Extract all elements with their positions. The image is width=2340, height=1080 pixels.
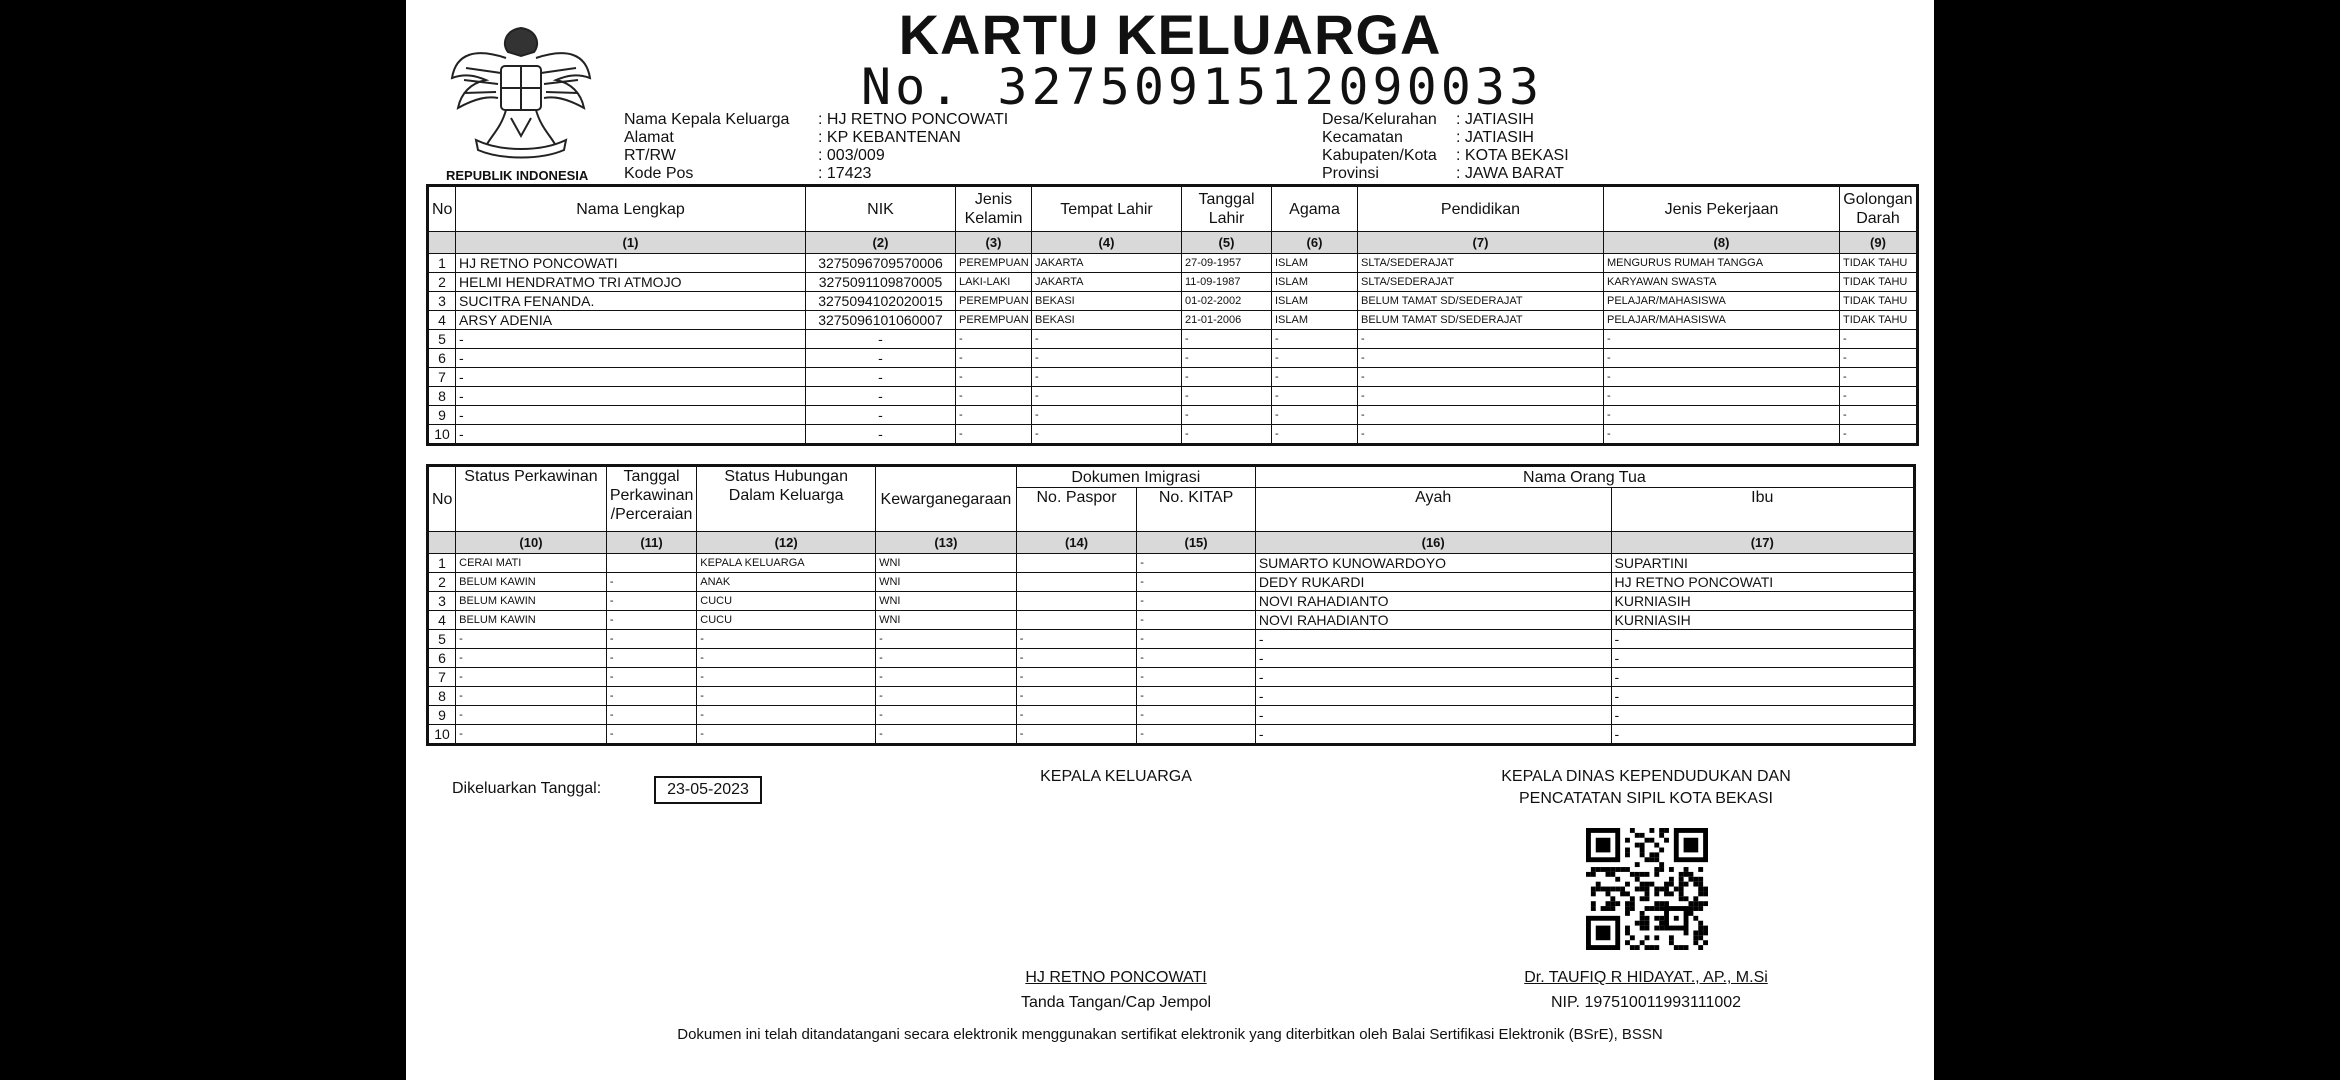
- col-number: (1): [456, 232, 806, 254]
- table-cell: BELUM KAWIN: [456, 573, 607, 592]
- table-cell: -: [456, 406, 806, 425]
- table-cell: -: [1032, 349, 1182, 368]
- table-cell: 3275096709570006: [806, 254, 956, 273]
- table-cell: -: [1032, 406, 1182, 425]
- header-value: : JATIASIH: [1456, 111, 1534, 128]
- table-cell: -: [1272, 387, 1358, 406]
- table-cell: -: [1182, 330, 1272, 349]
- table-cell: -: [1611, 706, 1915, 725]
- col-number: (13): [876, 532, 1017, 554]
- table-cell: 3: [428, 592, 456, 611]
- table-cell: -: [1604, 425, 1840, 445]
- table-cell: DEDY RUKARDI: [1255, 573, 1611, 592]
- table-cell: KURNIASIH: [1611, 592, 1915, 611]
- table-cell: -: [876, 649, 1017, 668]
- header-value: : 003/009: [818, 147, 885, 164]
- table-cell: 2: [428, 273, 456, 292]
- table-cell: HELMI HENDRATMO TRI ATMOJO: [456, 273, 806, 292]
- header-value: : KOTA BEKASI: [1456, 147, 1569, 164]
- col-header-kewarganegaraan: Kewarganegaraan: [876, 466, 1017, 532]
- table-cell: 4: [428, 311, 456, 330]
- table-cell: -: [606, 687, 696, 706]
- table-cell: 10: [428, 425, 456, 445]
- table-cell: KARYAWAN SWASTA: [1604, 273, 1840, 292]
- table-cell: 5: [428, 630, 456, 649]
- table-cell: -: [1604, 387, 1840, 406]
- table-cell: -: [1358, 368, 1604, 387]
- table-cell: -: [1032, 330, 1182, 349]
- table-cell: 9: [428, 406, 456, 425]
- table-cell: -: [1182, 349, 1272, 368]
- table-cell: -: [606, 611, 696, 630]
- table-cell: -: [1137, 725, 1256, 745]
- table-cell: -: [956, 368, 1032, 387]
- table-cell: -: [876, 630, 1017, 649]
- table-cell: -: [697, 706, 876, 725]
- table-cell: -: [1840, 349, 1918, 368]
- header-left-labels: [624, 111, 789, 183]
- table-cell: -: [956, 387, 1032, 406]
- table-cell: -: [456, 649, 607, 668]
- table-cell: -: [1272, 368, 1358, 387]
- table-cell: ISLAM: [1272, 254, 1358, 273]
- kepala-keluarga-signature-label: Tanda Tangan/Cap Jempol: [1020, 994, 1212, 1011]
- col-number: (12): [697, 532, 876, 554]
- header-label: Alamat: [624, 129, 674, 146]
- table-cell: -: [606, 573, 696, 592]
- table-cell: -: [1032, 425, 1182, 445]
- table-cell: PELAJAR/MAHASISWA: [1604, 311, 1840, 330]
- table-row: [428, 368, 1918, 387]
- table-cell: -: [456, 668, 607, 687]
- col-header-kitap: No. KITAP: [1137, 488, 1256, 532]
- table-cell: TIDAK TAHU: [1840, 311, 1918, 330]
- table-cell: -: [456, 687, 607, 706]
- table-cell: CERAI MATI: [456, 554, 607, 573]
- col-number: (6): [1272, 232, 1358, 254]
- table-cell: 11-09-1987: [1182, 273, 1272, 292]
- table-cell: -: [1840, 406, 1918, 425]
- table-cell: SLTA/SEDERAJAT: [1358, 273, 1604, 292]
- table-cell: ISLAM: [1272, 273, 1358, 292]
- table-cell: -: [806, 349, 956, 368]
- table-cell: -: [1358, 349, 1604, 368]
- col-number: (14): [1016, 532, 1137, 554]
- header-right-labels: [1322, 111, 1437, 183]
- family-status-table: [426, 464, 1916, 746]
- table-cell: -: [1255, 649, 1611, 668]
- table-cell: -: [1604, 330, 1840, 349]
- table-cell: -: [1272, 425, 1358, 445]
- table-cell: -: [956, 425, 1032, 445]
- col-number: (5): [1182, 232, 1272, 254]
- table-row: [428, 387, 1918, 406]
- table-cell: -: [1272, 406, 1358, 425]
- issued-date: 23-05-2023: [654, 776, 762, 804]
- col-number: [428, 232, 456, 254]
- table-cell: -: [1182, 406, 1272, 425]
- table-cell: 7: [428, 668, 456, 687]
- col-header-nik: NIK: [806, 186, 956, 232]
- kk-number: No. 3275091512090033: [861, 58, 1544, 116]
- table-cell: -: [1255, 725, 1611, 745]
- document-title: KARTU KELUARGA: [898, 3, 1442, 66]
- table-cell: -: [1182, 387, 1272, 406]
- table-cell: -: [1255, 668, 1611, 687]
- col-number: (3): [956, 232, 1032, 254]
- table-cell: -: [806, 406, 956, 425]
- family-members-table: [426, 184, 1919, 446]
- official-name: Dr. TAUFIQ R HIDAYAT., AP., M.Si: [1524, 969, 1768, 986]
- table-cell: HJ RETNO PONCOWATI: [1611, 573, 1915, 592]
- table-cell: 01-02-2002: [1182, 292, 1272, 311]
- table-cell: -: [956, 330, 1032, 349]
- table-cell: 7: [428, 368, 456, 387]
- table-cell: -: [1611, 687, 1915, 706]
- table-cell: -: [606, 706, 696, 725]
- table-row: [428, 573, 1915, 592]
- table-cell: -: [1604, 368, 1840, 387]
- col-number: (9): [1840, 232, 1918, 254]
- country-label: REPUBLIK INDONESIA: [446, 168, 589, 183]
- header-right-values: [1456, 111, 1569, 183]
- col-header-tanggal-lahir: Tanggal Lahir: [1182, 186, 1272, 232]
- table-cell: -: [606, 630, 696, 649]
- table-row: [428, 330, 1918, 349]
- table-cell: -: [1611, 668, 1915, 687]
- table-cell: -: [456, 630, 607, 649]
- disclaimer: Dokumen ini telah ditandatangani secara elektronik menggunakan sertifikat elektronik yang diterbitkan oleh Balai Sertifikasi Elektronik (BSrE), BSSN: [677, 1026, 1663, 1043]
- table-cell: -: [1016, 668, 1137, 687]
- col-number: (8): [1604, 232, 1840, 254]
- table-cell: -: [456, 706, 607, 725]
- table-cell: -: [1032, 387, 1182, 406]
- table-cell: -: [1182, 425, 1272, 445]
- header-value: : JATIASIH: [1456, 129, 1534, 146]
- col-header-pekerjaan: Jenis Pekerjaan: [1604, 186, 1840, 232]
- col-number: (15): [1137, 532, 1256, 554]
- table-row: [428, 273, 1918, 292]
- col-header-no: No: [428, 466, 456, 532]
- table-cell: MENGURUS RUMAH TANGGA: [1604, 254, 1840, 273]
- table-cell: [1016, 592, 1137, 611]
- col-header-ayah: Ayah: [1255, 488, 1611, 532]
- col-header-dokumen-imigrasi: Dokumen Imigrasi: [1016, 466, 1255, 488]
- table-cell: 3275091109870005: [806, 273, 956, 292]
- table-cell: -: [697, 649, 876, 668]
- table-cell: SUPARTINI: [1611, 554, 1915, 573]
- table-cell: -: [456, 349, 806, 368]
- table-cell: -: [456, 368, 806, 387]
- table-cell: 4: [428, 611, 456, 630]
- table-cell: -: [1358, 387, 1604, 406]
- table-cell: -: [1272, 349, 1358, 368]
- table-cell: -: [1137, 573, 1256, 592]
- table-cell: LAKI-LAKI: [956, 273, 1032, 292]
- col-header-pendidikan: Pendidikan: [1358, 186, 1604, 232]
- table-cell: 6: [428, 349, 456, 368]
- table-cell: SUCITRA FENANDA.: [456, 292, 806, 311]
- table-cell: 6: [428, 649, 456, 668]
- col-header-golongan-darah: Golongan Darah: [1840, 186, 1918, 232]
- kepala-keluarga-name: HJ RETNO PONCOWATI: [1025, 969, 1207, 986]
- table-cell: TIDAK TAHU: [1840, 292, 1918, 311]
- table-cell: -: [1611, 649, 1915, 668]
- table-row: [428, 311, 1918, 330]
- table-cell: -: [876, 706, 1017, 725]
- table-cell: -: [1255, 706, 1611, 725]
- header-label: Desa/Kelurahan: [1322, 111, 1437, 128]
- header-value: : KP KEBANTENAN: [818, 129, 961, 146]
- table-row: [428, 725, 1915, 745]
- kartu-keluarga-page: [406, 0, 1934, 1080]
- col-number: (17): [1611, 532, 1915, 554]
- col-header-paspor: No. Paspor: [1016, 488, 1137, 532]
- table-cell: WNI: [876, 592, 1017, 611]
- table-cell: -: [806, 387, 956, 406]
- table-cell: -: [697, 630, 876, 649]
- table-cell: -: [1137, 668, 1256, 687]
- table-row: [428, 706, 1915, 725]
- table-cell: -: [956, 406, 1032, 425]
- table-cell: -: [1182, 368, 1272, 387]
- table-cell: [606, 554, 696, 573]
- col-number: [428, 532, 456, 554]
- table-cell: [1016, 611, 1137, 630]
- table-cell: -: [1137, 611, 1256, 630]
- header-label: Provinsi: [1322, 165, 1379, 182]
- table-cell: PELAJAR/MAHASISWA: [1604, 292, 1840, 311]
- table-cell: -: [876, 668, 1017, 687]
- table-cell: HJ RETNO PONCOWATI: [456, 254, 806, 273]
- table-cell: -: [1137, 649, 1256, 668]
- table-cell: -: [1358, 406, 1604, 425]
- col-header-no: No: [428, 186, 456, 232]
- table-cell: WNI: [876, 554, 1017, 573]
- table-cell: 1: [428, 554, 456, 573]
- table-row: [428, 630, 1915, 649]
- table-cell: 1: [428, 254, 456, 273]
- table-cell: CUCU: [697, 611, 876, 630]
- table-row: [428, 592, 1915, 611]
- col-header-tanggal-perkawinan: Tanggal Perkawinan /Perceraian: [606, 466, 696, 532]
- header-label: Kecamatan: [1322, 129, 1403, 146]
- table-cell: PEREMPUAN: [956, 254, 1032, 273]
- table-cell: SLTA/SEDERAJAT: [1358, 254, 1604, 273]
- table-cell: -: [606, 668, 696, 687]
- table-cell: -: [1604, 349, 1840, 368]
- table-cell: 3275096101060007: [806, 311, 956, 330]
- table-cell: ANAK: [697, 573, 876, 592]
- col-header-tempat-lahir: Tempat Lahir: [1032, 186, 1182, 232]
- table-cell: -: [1137, 630, 1256, 649]
- table-cell: 27-09-1957: [1182, 254, 1272, 273]
- table-cell: BELUM TAMAT SD/SEDERAJAT: [1358, 292, 1604, 311]
- table-cell: -: [1016, 649, 1137, 668]
- table-cell: -: [1840, 368, 1918, 387]
- header-value: : 17423: [818, 165, 872, 182]
- table-cell: -: [876, 687, 1017, 706]
- table-cell: WNI: [876, 611, 1017, 630]
- table-cell: BELUM TAMAT SD/SEDERAJAT: [1358, 311, 1604, 330]
- table-cell: CUCU: [697, 592, 876, 611]
- col-header-status-hubungan: Status Hubungan Dalam Keluarga: [697, 466, 876, 532]
- table-cell: -: [1016, 706, 1137, 725]
- table-cell: KEPALA KELUARGA: [697, 554, 876, 573]
- table-cell: -: [1137, 706, 1256, 725]
- table-cell: -: [697, 687, 876, 706]
- header-label: Nama Kepala Keluarga: [624, 111, 790, 128]
- col-number: (16): [1255, 532, 1611, 554]
- table-row: [428, 687, 1915, 706]
- table-cell: -: [1016, 687, 1137, 706]
- table-cell: 9: [428, 706, 456, 725]
- kepala-keluarga-label: KEPALA KELUARGA: [1040, 768, 1192, 785]
- header-label: Kode Pos: [624, 165, 694, 182]
- table-cell: PEREMPUAN: [956, 292, 1032, 311]
- table-cell: -: [697, 725, 876, 745]
- issued-label: Dikeluarkan Tanggal:: [452, 780, 602, 797]
- table-cell: -: [1137, 554, 1256, 573]
- dinas-title-line2: PENCATATAN SIPIL KOTA BEKASI: [1519, 790, 1773, 807]
- table-cell: -: [806, 425, 956, 445]
- header-value: : JAWA BARAT: [1456, 165, 1564, 182]
- table-row: [428, 254, 1918, 273]
- table-cell: -: [1255, 687, 1611, 706]
- header-value: : HJ RETNO PONCOWATI: [818, 111, 1009, 128]
- col-header-agama: Agama: [1272, 186, 1358, 232]
- table-cell: BELUM KAWIN: [456, 611, 607, 630]
- table-cell: [1016, 554, 1137, 573]
- table-cell: -: [1358, 425, 1604, 445]
- table-cell: JAKARTA: [1032, 254, 1182, 273]
- table-cell: BELUM KAWIN: [456, 592, 607, 611]
- col-header-status-perkawinan: Status Perkawinan: [456, 466, 607, 532]
- table-cell: -: [1604, 406, 1840, 425]
- table-cell: -: [806, 330, 956, 349]
- official-nip: NIP. 197510011993111002: [1550, 994, 1742, 1011]
- table-row: [428, 668, 1915, 687]
- table-cell: SUMARTO KUNOWARDOYO: [1255, 554, 1611, 573]
- table-cell: -: [806, 368, 956, 387]
- table-cell: ISLAM: [1272, 311, 1358, 330]
- table-cell: -: [1611, 725, 1915, 745]
- table-cell: -: [1255, 630, 1611, 649]
- table-cell: KURNIASIH: [1611, 611, 1915, 630]
- table-cell: -: [1137, 592, 1256, 611]
- table-cell: 8: [428, 687, 456, 706]
- table-cell: 3275094102020015: [806, 292, 956, 311]
- col-number: (10): [456, 532, 607, 554]
- qr-code-icon: [1586, 828, 1708, 950]
- table-cell: -: [456, 330, 806, 349]
- table-cell: ISLAM: [1272, 292, 1358, 311]
- col-header-ibu: Ibu: [1611, 488, 1915, 532]
- table-row: [428, 292, 1918, 311]
- table-cell: -: [1272, 330, 1358, 349]
- table-cell: -: [456, 425, 806, 445]
- table-cell: -: [956, 349, 1032, 368]
- col-number: (11): [606, 532, 696, 554]
- col-number: (7): [1358, 232, 1604, 254]
- header-left-values: [818, 111, 1008, 183]
- col-header-nama-orang-tua: Nama Orang Tua: [1255, 466, 1914, 488]
- table-row: [428, 349, 1918, 368]
- table-cell: -: [1016, 725, 1137, 745]
- table-row: [428, 425, 1918, 445]
- col-number: (4): [1032, 232, 1182, 254]
- table-cell: BEKASI: [1032, 311, 1182, 330]
- table-row: [428, 406, 1918, 425]
- table-cell: -: [1840, 425, 1918, 445]
- col-number: (2): [806, 232, 956, 254]
- table-cell: -: [1016, 630, 1137, 649]
- table-cell: -: [456, 387, 806, 406]
- table-cell: -: [606, 649, 696, 668]
- table-cell: -: [606, 725, 696, 745]
- table-cell: TIDAK TAHU: [1840, 254, 1918, 273]
- table-cell: ARSY ADENIA: [456, 311, 806, 330]
- table-cell: -: [456, 725, 607, 745]
- table-cell: -: [876, 725, 1017, 745]
- table-cell: 21-01-2006: [1182, 311, 1272, 330]
- table-cell: WNI: [876, 573, 1017, 592]
- table-cell: 5: [428, 330, 456, 349]
- table-cell: -: [697, 668, 876, 687]
- table-row: [428, 554, 1915, 573]
- table-cell: -: [606, 592, 696, 611]
- table-cell: -: [1137, 687, 1256, 706]
- table-cell: -: [1840, 387, 1918, 406]
- table-cell: 3: [428, 292, 456, 311]
- table-cell: BEKASI: [1032, 292, 1182, 311]
- col-header-nama: Nama Lengkap: [456, 186, 806, 232]
- table-cell: 10: [428, 725, 456, 745]
- table-cell: TIDAK TAHU: [1840, 273, 1918, 292]
- table-cell: -: [1358, 330, 1604, 349]
- table-row: [428, 649, 1915, 668]
- col-header-jenis-kelamin: Jenis Kelamin: [956, 186, 1032, 232]
- table-cell: [1016, 573, 1137, 592]
- dinas-title-line1: KEPALA DINAS KEPENDUDUKAN DAN: [1501, 768, 1791, 785]
- header-label: RT/RW: [624, 147, 676, 164]
- header-label: Kabupaten/Kota: [1322, 147, 1437, 164]
- table-cell: 8: [428, 387, 456, 406]
- table-cell: NOVI RAHADIANTO: [1255, 592, 1611, 611]
- table-cell: JAKARTA: [1032, 273, 1182, 292]
- table-cell: PEREMPUAN: [956, 311, 1032, 330]
- table-cell: 2: [428, 573, 456, 592]
- table-cell: -: [1611, 630, 1915, 649]
- table-cell: -: [1840, 330, 1918, 349]
- table-cell: NOVI RAHADIANTO: [1255, 611, 1611, 630]
- table-row: [428, 611, 1915, 630]
- table-cell: -: [1032, 368, 1182, 387]
